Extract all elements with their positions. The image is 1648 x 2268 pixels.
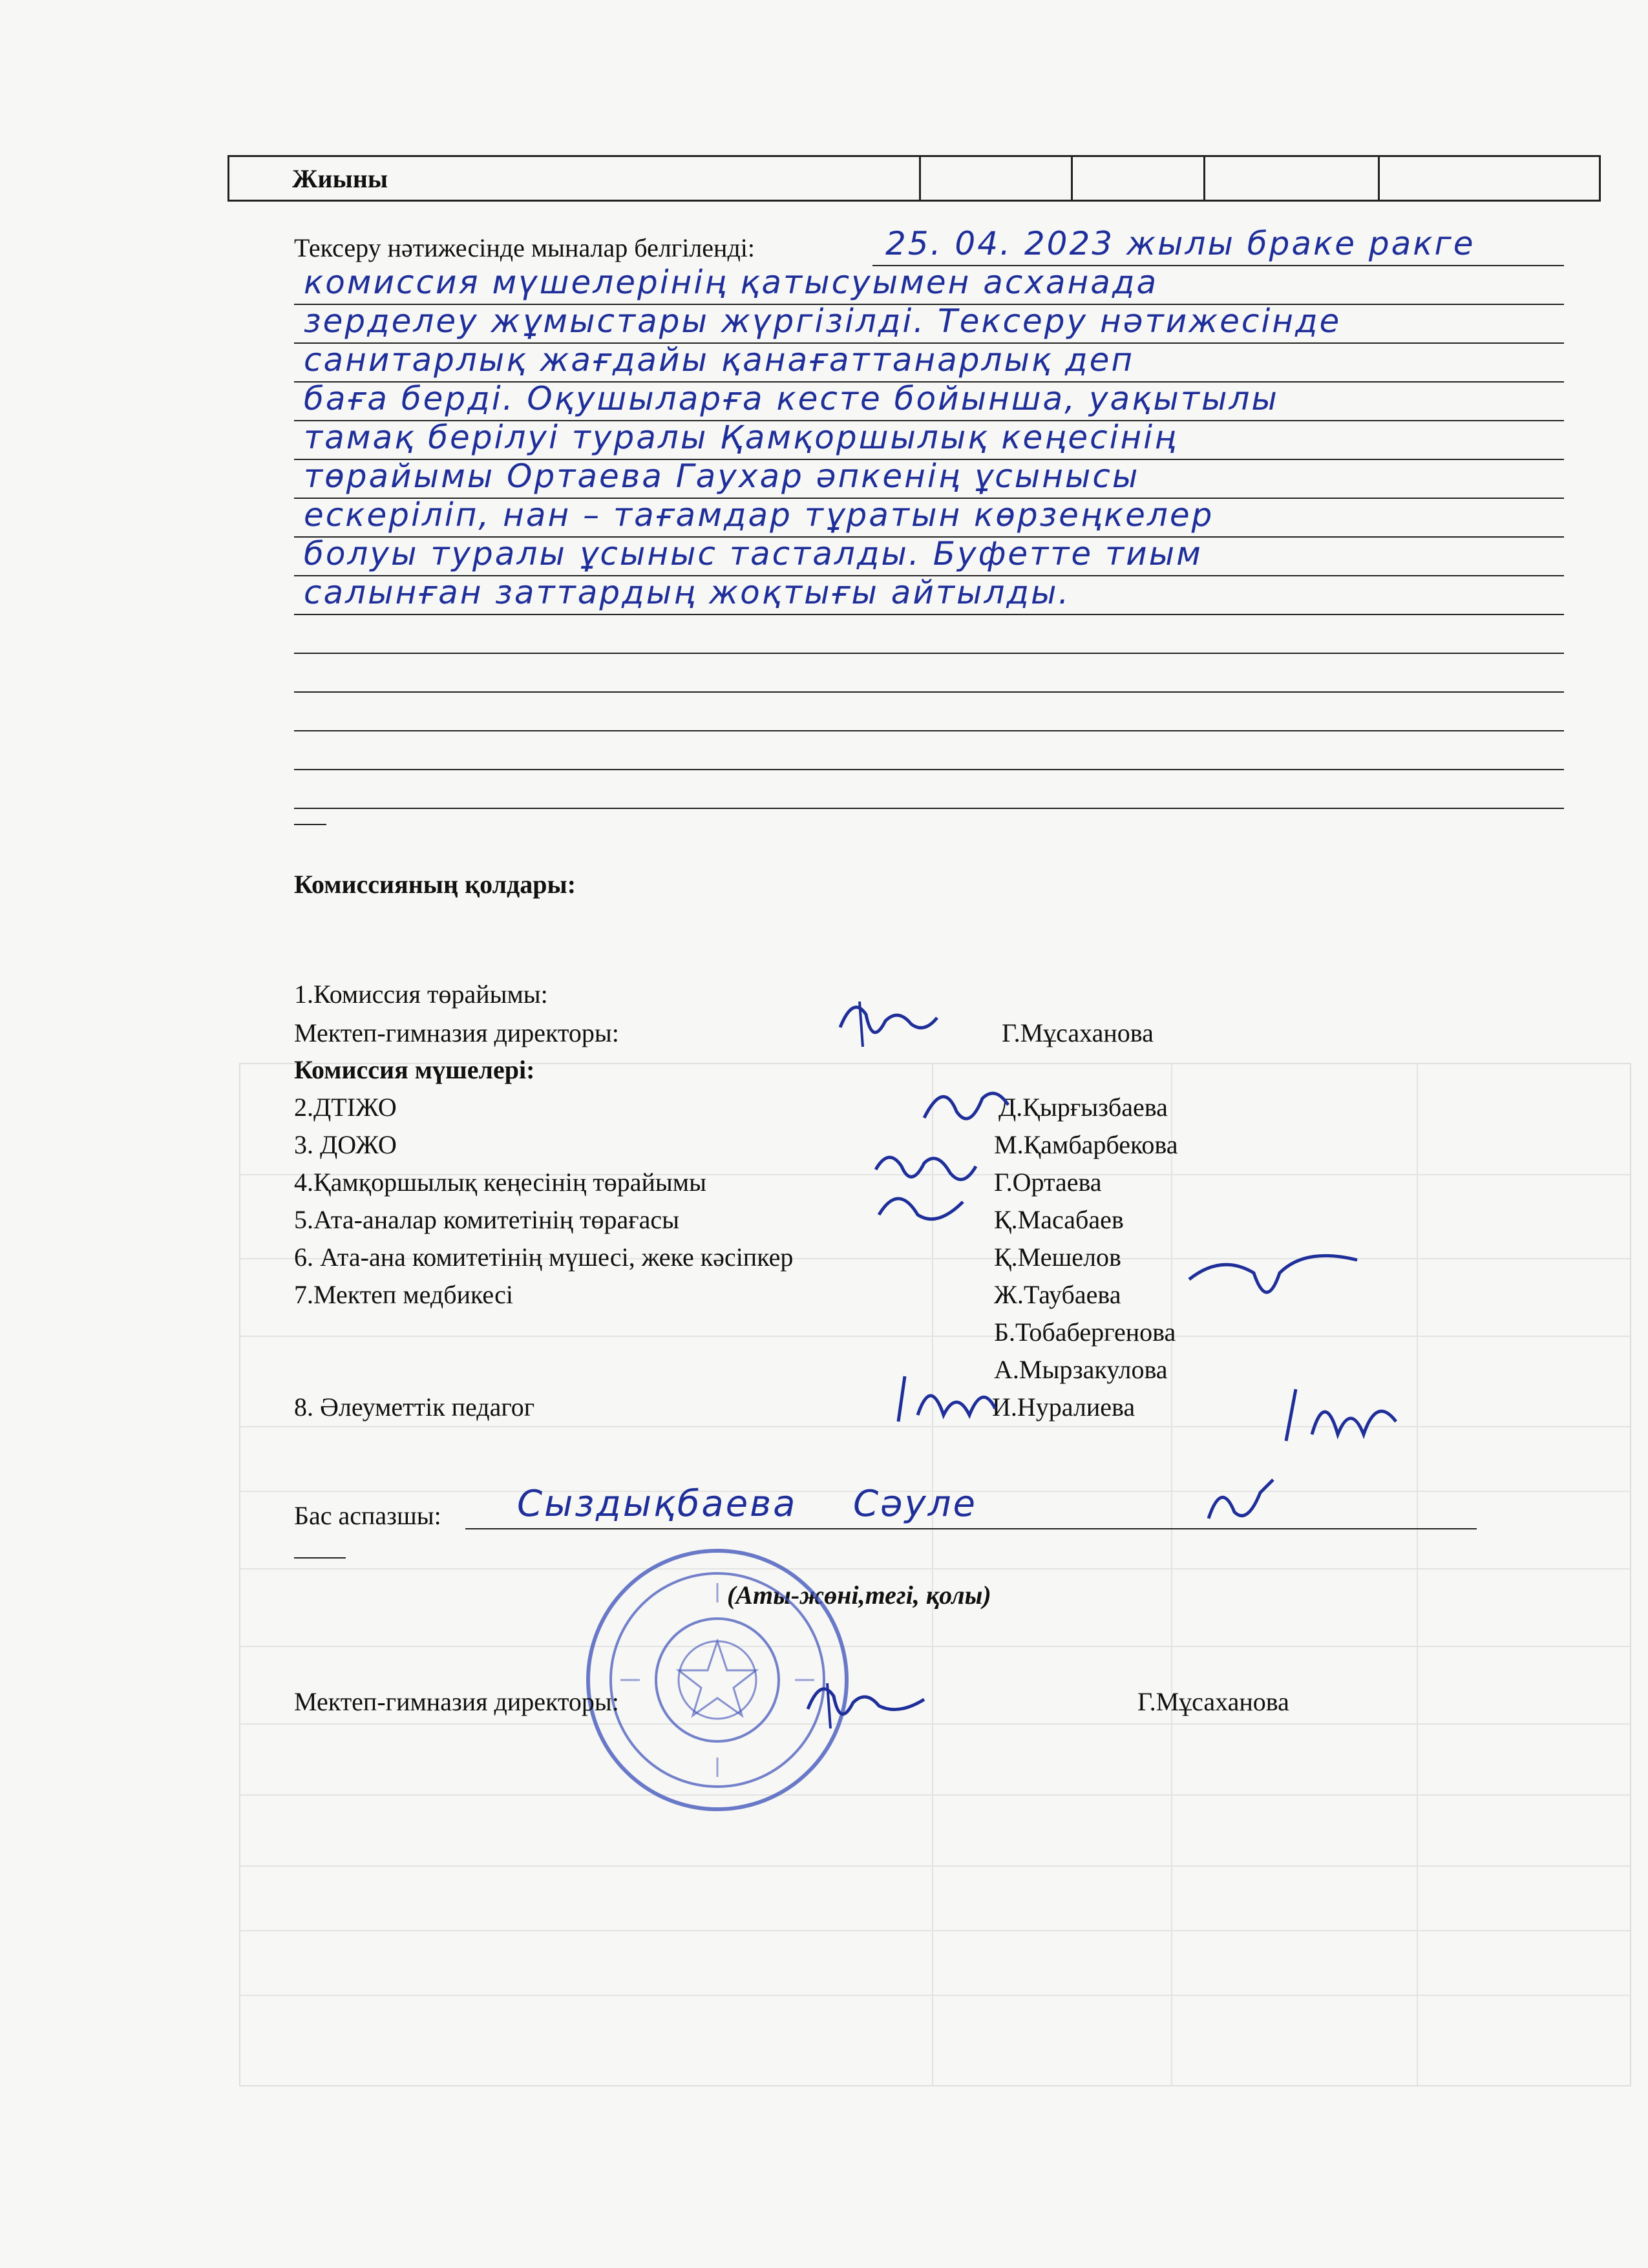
- inspection-prompt: Тексеру нәтижесінде мыналар белгіленді:: [294, 233, 755, 262]
- summary-table-row: [227, 155, 1601, 202]
- handwriting-line-9: болуы туралы ұсыныс тасталды. Буфетте тиым: [304, 535, 1203, 572]
- member-role-2: 2.ДТІЖО: [294, 1093, 397, 1122]
- signatures-title: Комиссияның қолдары:: [294, 870, 576, 899]
- handwriting-line-4: санитарлық жағдайы қанағаттанарлық деп: [304, 341, 1135, 379]
- member-role-8: 8. Әлеуметтік педагог: [294, 1392, 535, 1422]
- cook-caption: (Аты-жөні,тегі, қолы): [727, 1580, 991, 1610]
- member-role-3: 3. ДОЖО: [294, 1130, 397, 1159]
- signature-ortaeva: [866, 1144, 982, 1234]
- member-role-4: 4.Қамқоршылық кеңесінің төрайымы: [294, 1168, 706, 1197]
- signature-director: [834, 989, 944, 1060]
- member-role-5: 5.Ата-аналар комитетінің төрағасы: [294, 1205, 680, 1234]
- members-heading: Комиссия мүшелері:: [294, 1055, 535, 1084]
- handwriting-line-8: ескеріліп, нан – тағамдар тұратын көрзеңкелер: [304, 496, 1214, 534]
- chair-heading: 1.Комиссия төрайымы:: [294, 980, 548, 1009]
- signature-director-footer: [801, 1670, 931, 1741]
- cook-line: [465, 1528, 1477, 1529]
- handwriting-line-3: зерделеу жұмыстары жүргізілді. Тексеру нәтижесінде: [304, 302, 1342, 340]
- cook-handwritten-name: Сыздықбаева: [517, 1483, 798, 1525]
- handwriting-line-5: баға берді. Оқушыларға кесте бойынша, уақытылы: [304, 380, 1279, 417]
- member-name-5: Қ.Масабаев: [994, 1205, 1124, 1234]
- signature-nuralieva-1: [885, 1363, 1002, 1434]
- handwriting-line-7: төрайымы Ортаева Гаухар әпкенің ұсынысы: [304, 457, 1140, 495]
- cook-label: Бас аспазшы:: [294, 1501, 441, 1530]
- member-name-extra-2: А.Мырзакулова: [994, 1355, 1168, 1384]
- member-name-4: Г.Ортаева: [994, 1168, 1102, 1197]
- signature-cook: [1196, 1467, 1286, 1538]
- signature-taubaeva: [1183, 1241, 1364, 1325]
- cook-handwritten-sign: Сәуле: [853, 1483, 977, 1525]
- handwriting-line-6: тамақ берілуі туралы Қамқоршылық кеңесінің: [304, 419, 1178, 456]
- signature-nuralieva-2: [1273, 1376, 1402, 1454]
- chair-role: Мектеп-гимназия директоры:: [294, 1018, 619, 1047]
- member-role-6: 6. Ата-ана комитетінің мүшесі, жеке кәсіпкер: [294, 1243, 794, 1272]
- member-name-6: Қ.Мешелов: [994, 1243, 1121, 1272]
- footer-director-name: Г.Мұсаханова: [1137, 1687, 1289, 1716]
- handwriting-line-1: 25. 04. 2023 жылы браке ракге: [885, 225, 1475, 262]
- member-role-7: 7.Мектеп медбикесі: [294, 1280, 514, 1309]
- footer-director-role: Мектеп-гимназия директоры:: [294, 1687, 619, 1716]
- member-name-7: Ж.Таубаева: [994, 1280, 1121, 1309]
- member-name-8: И.Нуралиева: [992, 1392, 1136, 1422]
- cook-line-tail: [294, 1557, 346, 1559]
- handwriting-line-10: салынған заттардың жоқтығы айтылды.: [304, 574, 1071, 611]
- chair-name: Г.Мұсаханова: [1002, 1018, 1154, 1047]
- handwriting-line-2: комиссия мүшелерінің қатысуымен асханада: [304, 264, 1159, 301]
- member-name-3: М.Қамбарбекова: [994, 1130, 1178, 1159]
- member-name-2: Д.Қырғызбаева: [998, 1093, 1168, 1122]
- total-label: Жиыны: [292, 164, 388, 193]
- signature-dtizho: [918, 1073, 1015, 1137]
- member-name-extra-1: Б.Тобабергенова: [994, 1318, 1176, 1347]
